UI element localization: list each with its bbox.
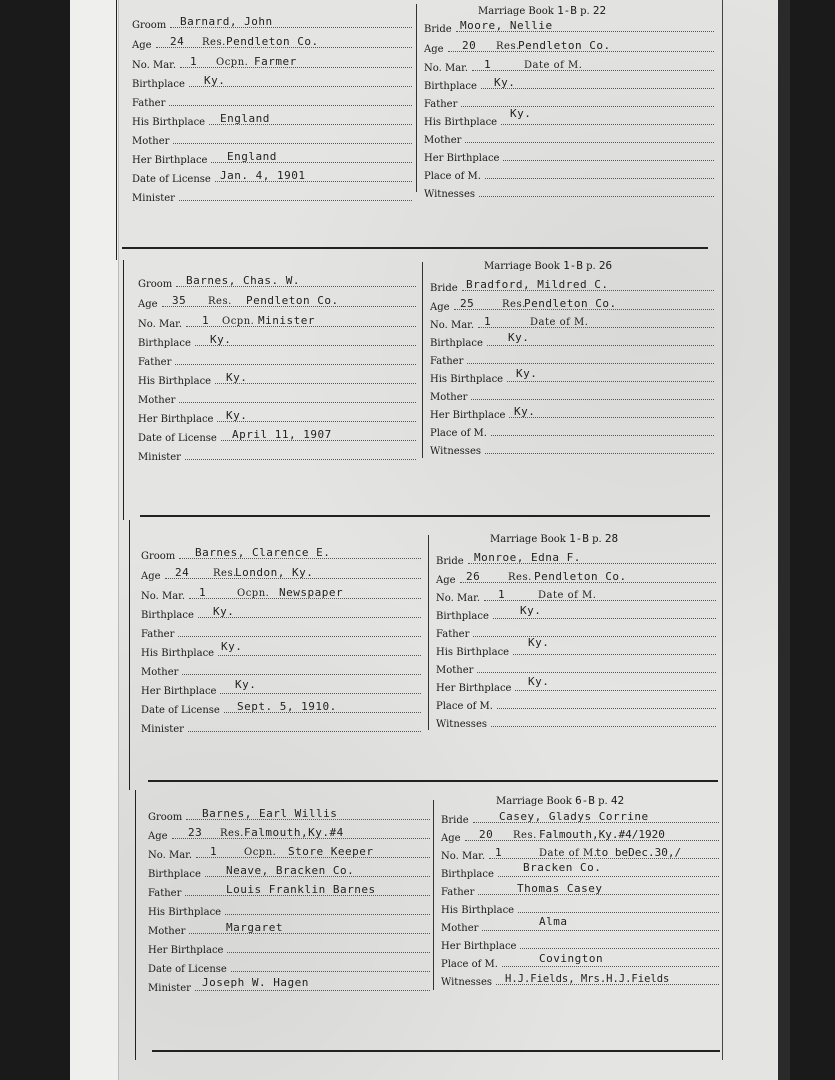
marriage-book-ref: Marriage Book 6-B p. 42	[496, 794, 625, 807]
page-edge	[778, 0, 790, 1080]
marriage-book-ref: Marriage Book 1-B p. 22	[478, 4, 607, 17]
groom-name: Barnes, Clarence E.	[195, 546, 331, 559]
bride-name: Casey, Gladys Corrine	[499, 810, 649, 823]
margin-line	[135, 790, 136, 1060]
record-separator	[152, 1050, 720, 1052]
margin-line	[722, 0, 723, 1060]
margin-line	[123, 260, 124, 520]
margin-line	[116, 0, 117, 260]
groom-name: Barnard, John	[180, 15, 273, 28]
page-margin	[70, 0, 119, 1080]
record-separator	[122, 247, 708, 249]
margin-line	[129, 520, 130, 790]
bride-name: Bradford, Mildred C.	[466, 278, 609, 291]
groom-name: Barnes, Earl Willis	[202, 807, 338, 820]
record-separator	[140, 515, 710, 517]
bride-name: Moore, Nellie	[460, 19, 553, 32]
record-separator	[148, 780, 718, 782]
marriage-book-ref: Marriage Book 1-B p. 28	[490, 532, 619, 545]
marriage-book-ref: Marriage Book 1-B p. 26	[484, 259, 613, 272]
bride-name: Monroe, Edna F.	[474, 551, 581, 564]
groom-name: Barnes, Chas. W.	[186, 274, 300, 287]
